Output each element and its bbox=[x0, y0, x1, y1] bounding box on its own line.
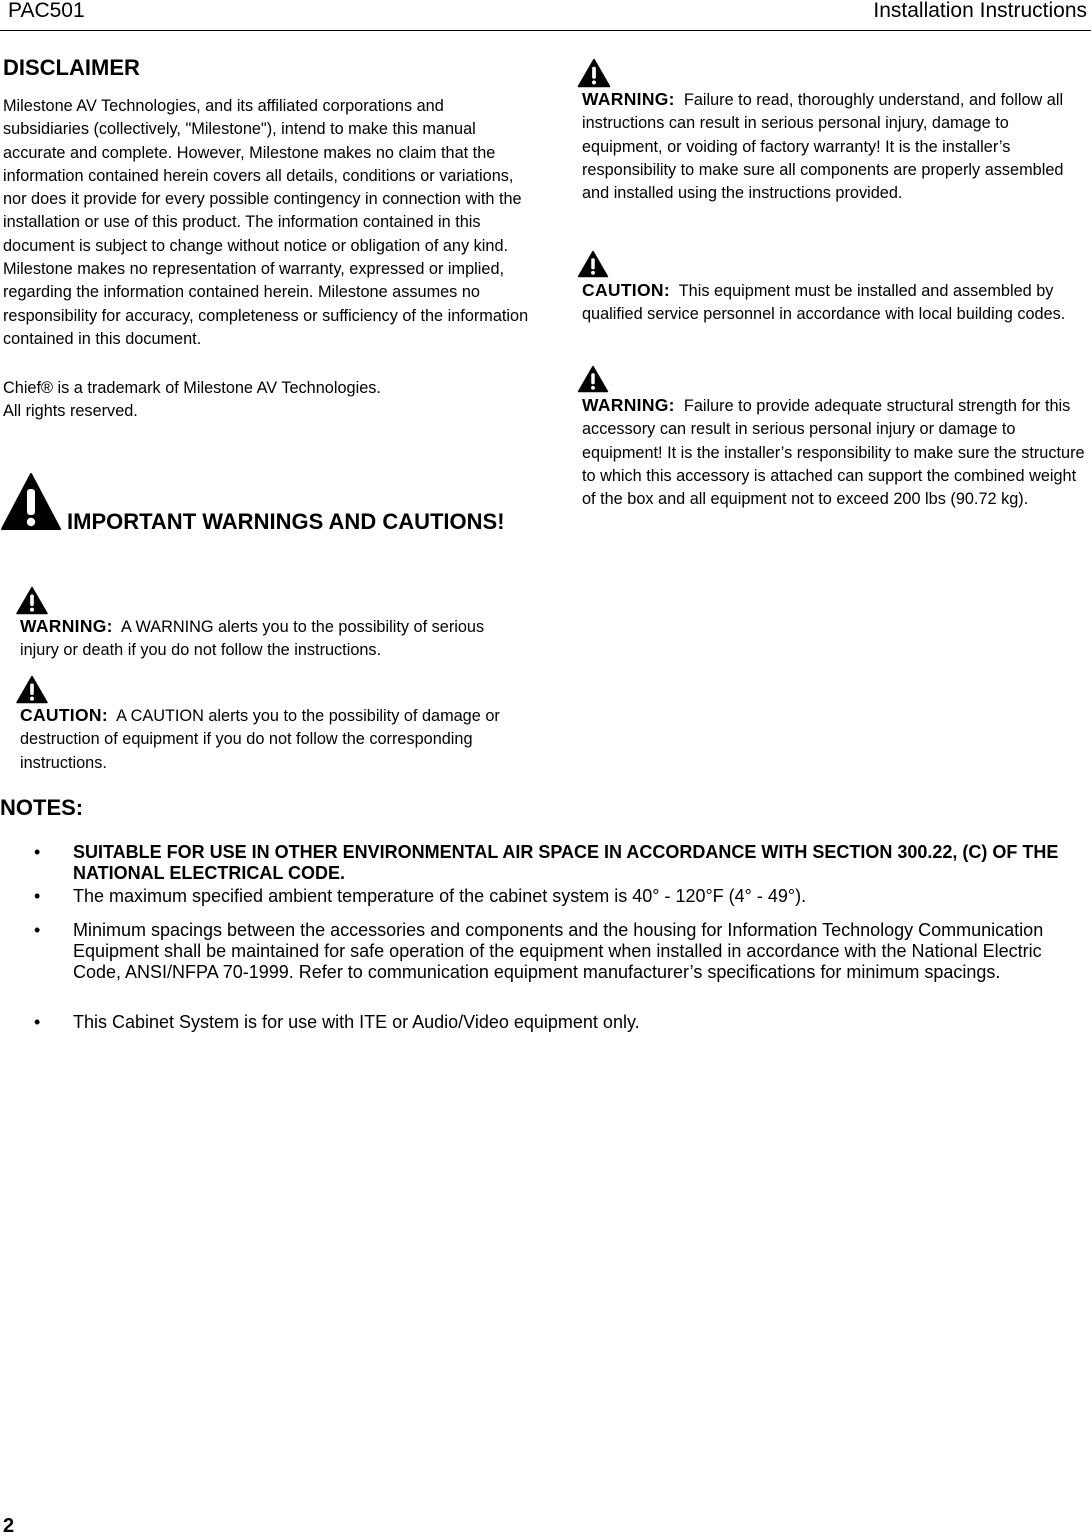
warning-triangle-icon bbox=[577, 58, 611, 88]
header-model: PAC501 bbox=[8, 0, 85, 22]
notice-text: Failure to read, thoroughly understand, and follow all instructions can result in serious personal injury, damage to equipment, or voiding of factory warranty! It is the installer’s responsibility to make sure all components are properly assembled and installed using the instructions provided. bbox=[582, 91, 1064, 203]
bullet: • bbox=[34, 886, 41, 906]
notice-text: This equipment must be installed and assembled by qualified service personnel in accordance with local building codes. bbox=[582, 282, 1066, 324]
warning-definition-text: A WARNING alerts you to the possibility of serious injury or death if you do not follow the instructions. bbox=[20, 618, 485, 660]
caution-triangle-icon bbox=[16, 675, 48, 704]
notice-label: CAUTION: bbox=[582, 280, 670, 300]
trademark-line: Chief® is a trademark of Milestone AV Technologies. bbox=[3, 379, 381, 397]
trademark-notice bbox=[3, 377, 533, 424]
warning-triangle-icon bbox=[16, 586, 48, 615]
warning-triangle-icon bbox=[577, 365, 609, 393]
note-text: The maximum specified ambient temperature of the cabinet system is 40° - 120°F (4° - 49°). bbox=[73, 886, 807, 906]
bullet: • bbox=[34, 1012, 41, 1032]
header-divider bbox=[0, 30, 1091, 31]
caution-definition-text: A CAUTION alerts you to the possibility of damage or destruction of equipment if you do not follow the corresponding instructions. bbox=[20, 707, 500, 772]
warning-label: WARNING: bbox=[20, 616, 113, 636]
important-warnings-heading: IMPORTANT WARNINGS AND CAUTIONS! bbox=[67, 509, 505, 534]
header-doc-type: Installation Instructions bbox=[873, 0, 1087, 22]
right-notice-warning-instructions bbox=[582, 88, 1087, 205]
bullet: • bbox=[34, 842, 41, 862]
right-notice-caution-personnel bbox=[582, 279, 1087, 327]
notes-heading: NOTES: bbox=[0, 795, 84, 820]
warning-definition bbox=[20, 615, 520, 663]
caution-triangle-icon bbox=[577, 250, 609, 278]
caution-label: CAUTION: bbox=[20, 705, 108, 725]
note-text: SUITABLE FOR USE IN OTHER ENVIRONMENTAL AIR SPACE IN ACCORDANCE WITH SECTION 300.22, (C) OF THE NATIONAL ELECTRICAL CODE. bbox=[73, 842, 1059, 883]
disclaimer-paragraph: Milestone AV Technologies, and its affiliated corporations and subsidiaries (collectively, "Milestone"), intend to make this manual accurate and complete. However, Milestone makes no claim that the information contained herein covers all details, conditions or variations, nor does it provide for every possible contingency in connection with the installation or use of this product. The information contained in this document is subject to change without notice or obligation of any kind. Milestone makes no representation of warranty, expressed or implied, regarding the information contained herein. Milestone assumes no responsibility for accuracy, completeness or sufficiency of the information contained in this document. bbox=[3, 97, 529, 348]
right-notice-warning-structural bbox=[582, 394, 1087, 511]
notice-label: WARNING: bbox=[582, 89, 675, 109]
notice-label: WARNING: bbox=[582, 395, 675, 415]
notice-text: Failure to provide adequate structural strength for this accessory can result in serious personal injury or damage to equipment! It is the installer’s responsibility to make sure the structure to which this accessory is attached can support the combined weight of the box and all equipment not to exceed 200 lbs (90.72 kg). bbox=[582, 397, 1085, 509]
rights-line: All rights reserved. bbox=[3, 402, 138, 421]
note-text: Minimum spacings between the accessories and components and the housing for Information Technology Communication Equipment shall be maintained for safe operation of the equipment when installed in accordance with the National Electric Code, ANSI/NFPA 70-1999. Refer to communication equipment manufacturer’s specifications for minimum spacings. bbox=[73, 920, 1044, 982]
note-text: This Cabinet System is for use with ITE or Audio/Video equipment only. bbox=[73, 1012, 640, 1032]
bullet: • bbox=[34, 920, 41, 940]
caution-definition bbox=[20, 704, 520, 775]
page-number: 2 bbox=[3, 1515, 15, 1537]
disclaimer-heading: DISCLAIMER bbox=[3, 55, 140, 80]
